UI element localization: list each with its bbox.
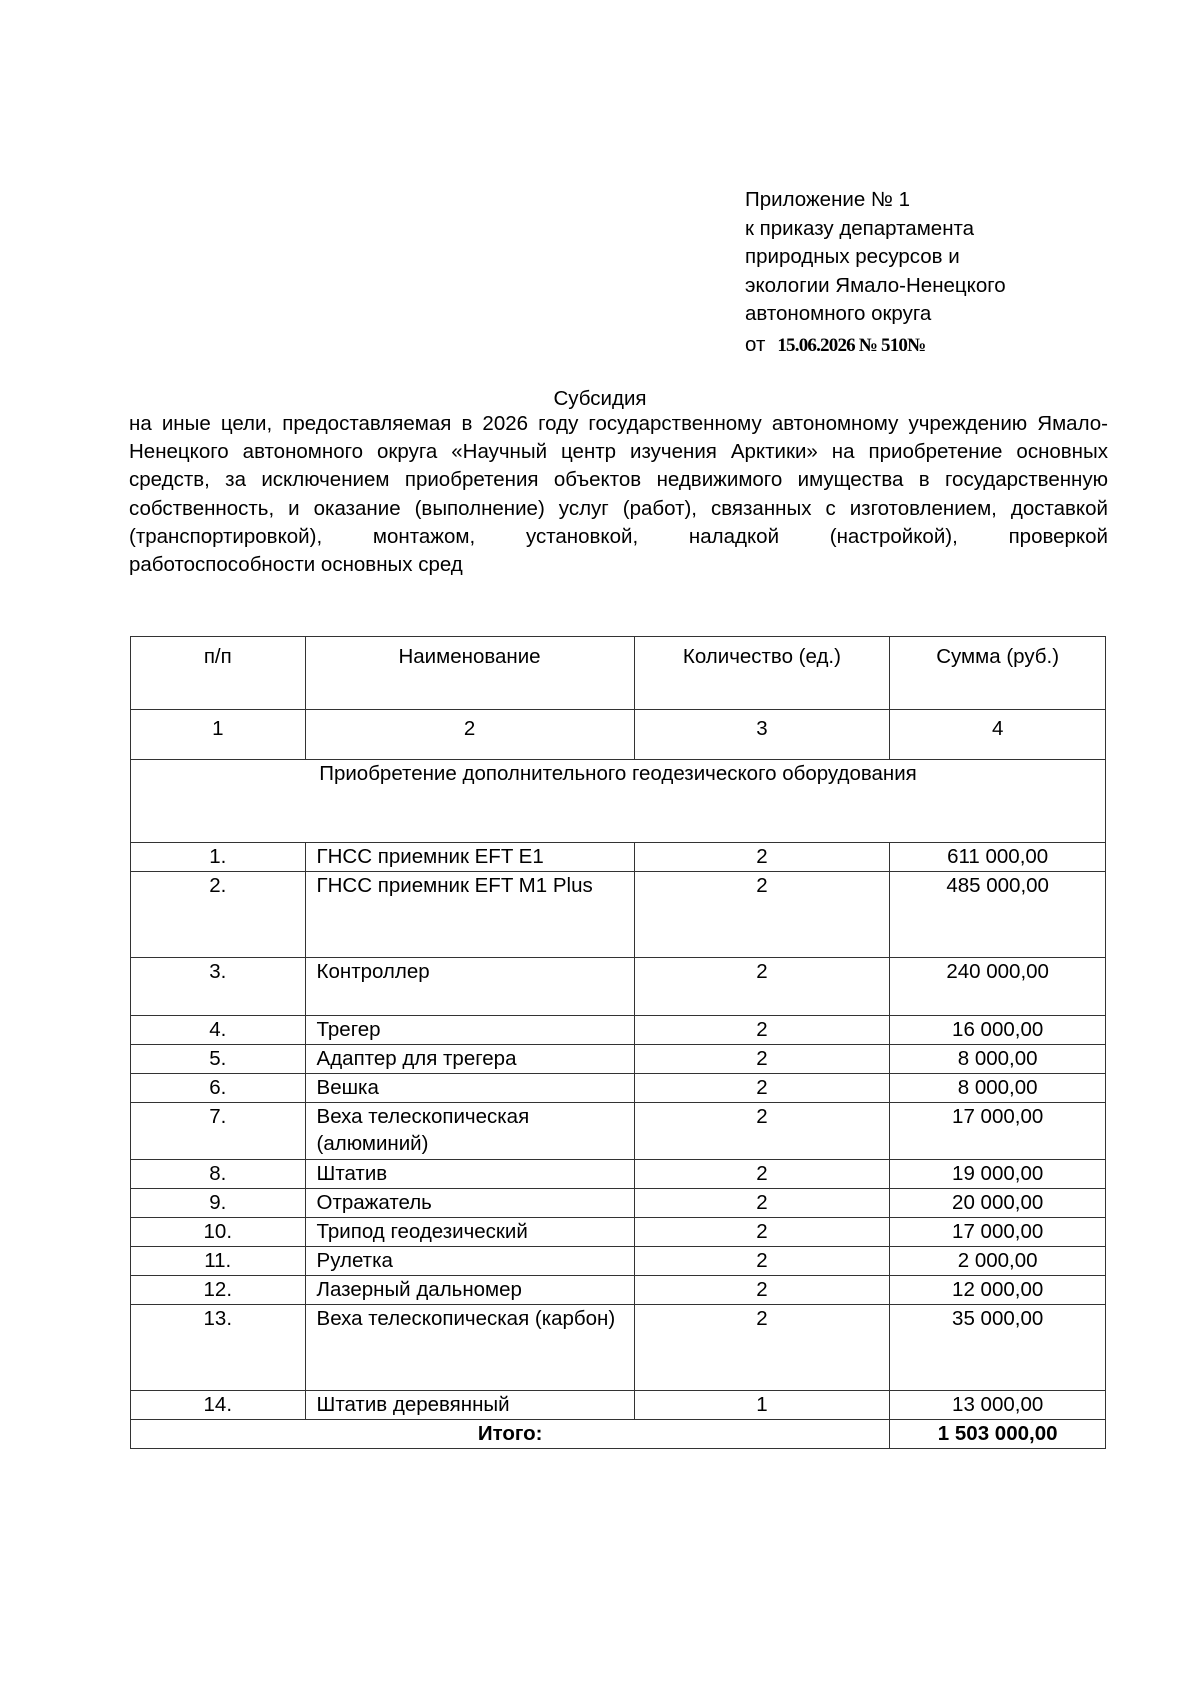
table-row xyxy=(131,1247,1106,1276)
row-number: 14. xyxy=(131,1391,306,1420)
annex-line: природных ресурсов и xyxy=(745,245,960,268)
item-name: Лазерный дальномер xyxy=(305,1276,634,1305)
item-sum: 17 000,00 xyxy=(890,1103,1106,1160)
item-sum: 16 000,00 xyxy=(890,1016,1106,1045)
item-quantity: 2 xyxy=(634,1016,890,1045)
row-number: 10. xyxy=(131,1218,306,1247)
table-row xyxy=(131,1016,1106,1045)
item-sum: 240 000,00 xyxy=(890,958,1106,1016)
table-row xyxy=(131,1045,1106,1074)
equipment-table xyxy=(130,636,1106,1449)
table-header-row xyxy=(131,637,1106,710)
item-quantity: 2 xyxy=(634,843,890,872)
item-name: Веха телескопическая (алюминий) xyxy=(305,1103,634,1160)
item-quantity: 1 xyxy=(634,1391,890,1420)
item-name: Трегер xyxy=(305,1016,634,1045)
item-quantity: 2 xyxy=(634,1218,890,1247)
item-sum: 8 000,00 xyxy=(890,1045,1106,1074)
item-sum: 485 000,00 xyxy=(890,872,1106,958)
order-date-number: 15.06.2026 № 510№ xyxy=(777,334,926,356)
item-name: ГНСС приемник EFT E1 xyxy=(305,843,634,872)
row-number: 6. xyxy=(131,1074,306,1103)
annex-line: Приложение № 1 xyxy=(745,188,911,211)
item-sum: 17 000,00 xyxy=(890,1218,1106,1247)
item-name: Штатив xyxy=(305,1160,634,1189)
item-sum: 35 000,00 xyxy=(890,1305,1106,1391)
item-quantity: 2 xyxy=(634,958,890,1016)
subject-paragraph xyxy=(129,410,1108,579)
item-name: Вешка xyxy=(305,1074,634,1103)
table-row xyxy=(131,1103,1106,1160)
row-number: 12. xyxy=(131,1276,306,1305)
item-quantity: 2 xyxy=(634,1189,890,1218)
item-name: ГНСС приемник EFT M1 Plus xyxy=(305,872,634,958)
row-number: 7. xyxy=(131,1103,306,1160)
date-prefix: от xyxy=(745,332,766,356)
table-row xyxy=(131,1189,1106,1218)
row-number: 4. xyxy=(131,1016,306,1045)
table-row xyxy=(131,1218,1106,1247)
item-name: Контроллер xyxy=(305,958,634,1016)
table-row xyxy=(131,958,1106,1016)
section-title: Приобретение дополнительного геодезического оборудования xyxy=(131,760,1106,843)
item-sum: 20 000,00 xyxy=(890,1189,1106,1218)
subject-text: на иные цели, предоставляемая в 2026 году государственному автономному учреждению Ямало-Ненецкого автономного округа «Научный центр изучения Арктики» на приобретение основных средств, за исключением приобретения объектов недвижимого имущества в государственную собственность, и оказание (выполнение) услуг (работ), связанных с изготовлением, доставкой (транспортировкой), монтажом, установкой, наладкой (настройкой), проверкой xyxy=(129,412,1108,548)
row-number: 2. xyxy=(131,872,306,958)
annex-block xyxy=(745,186,1006,360)
table-row xyxy=(131,1305,1106,1391)
item-sum: 12 000,00 xyxy=(890,1276,1106,1305)
item-quantity: 2 xyxy=(634,1103,890,1160)
annex-date-line xyxy=(745,331,1006,361)
item-name: Веха телескопическая (карбон) xyxy=(305,1305,634,1391)
item-quantity: 2 xyxy=(634,1276,890,1305)
item-sum: 2 000,00 xyxy=(890,1247,1106,1276)
annex-line: к приказу департамента xyxy=(745,216,975,240)
header-cell: п/п xyxy=(131,637,306,710)
header-cell: Количество (ед.) xyxy=(634,637,890,710)
table-row xyxy=(131,1276,1106,1305)
subject-tail: работоспособности основных сред xyxy=(129,553,463,577)
table-row xyxy=(131,1391,1106,1420)
table-body xyxy=(131,843,1106,1420)
column-number: 3 xyxy=(634,710,890,760)
table-row xyxy=(131,843,1106,872)
item-quantity: 2 xyxy=(634,1074,890,1103)
column-number: 1 xyxy=(131,710,306,760)
row-number: 9. xyxy=(131,1189,306,1218)
item-quantity: 2 xyxy=(634,1247,890,1276)
item-name: Штатив деревянный xyxy=(305,1391,634,1420)
document-title: Субсидия xyxy=(553,387,647,410)
table-row xyxy=(131,1074,1106,1103)
row-number: 13. xyxy=(131,1305,306,1391)
item-name: Трипод геодезический xyxy=(305,1218,634,1247)
row-number: 11. xyxy=(131,1247,306,1276)
annex-line: автономного округа xyxy=(745,302,932,325)
item-quantity: 2 xyxy=(634,1305,890,1391)
total-label: Итого: xyxy=(131,1420,890,1449)
item-sum: 8 000,00 xyxy=(890,1074,1106,1103)
item-sum: 13 000,00 xyxy=(890,1391,1106,1420)
item-name: Рулетка xyxy=(305,1247,634,1276)
item-quantity: 2 xyxy=(634,872,890,958)
row-number: 3. xyxy=(131,958,306,1016)
item-name: Адаптер для трегера xyxy=(305,1045,634,1074)
column-numbers-row xyxy=(131,710,1106,760)
total-value: 1 503 000,00 xyxy=(890,1420,1106,1449)
item-name: Отражатель xyxy=(305,1189,634,1218)
column-number: 4 xyxy=(890,710,1106,760)
section-row xyxy=(131,760,1106,843)
row-number: 8. xyxy=(131,1160,306,1189)
header-cell: Сумма (руб.) xyxy=(890,637,1106,710)
row-number: 5. xyxy=(131,1045,306,1074)
item-quantity: 2 xyxy=(634,1045,890,1074)
table-row xyxy=(131,872,1106,958)
column-number: 2 xyxy=(305,710,634,760)
header-cell: Наименование xyxy=(305,637,634,710)
total-row xyxy=(131,1420,1106,1449)
item-quantity: 2 xyxy=(634,1160,890,1189)
item-sum: 611 000,00 xyxy=(890,843,1106,872)
item-sum: 19 000,00 xyxy=(890,1160,1106,1189)
annex-line: экологии Ямало-Ненецкого xyxy=(745,273,1006,297)
row-number: 1. xyxy=(131,843,306,872)
table-row xyxy=(131,1160,1106,1189)
